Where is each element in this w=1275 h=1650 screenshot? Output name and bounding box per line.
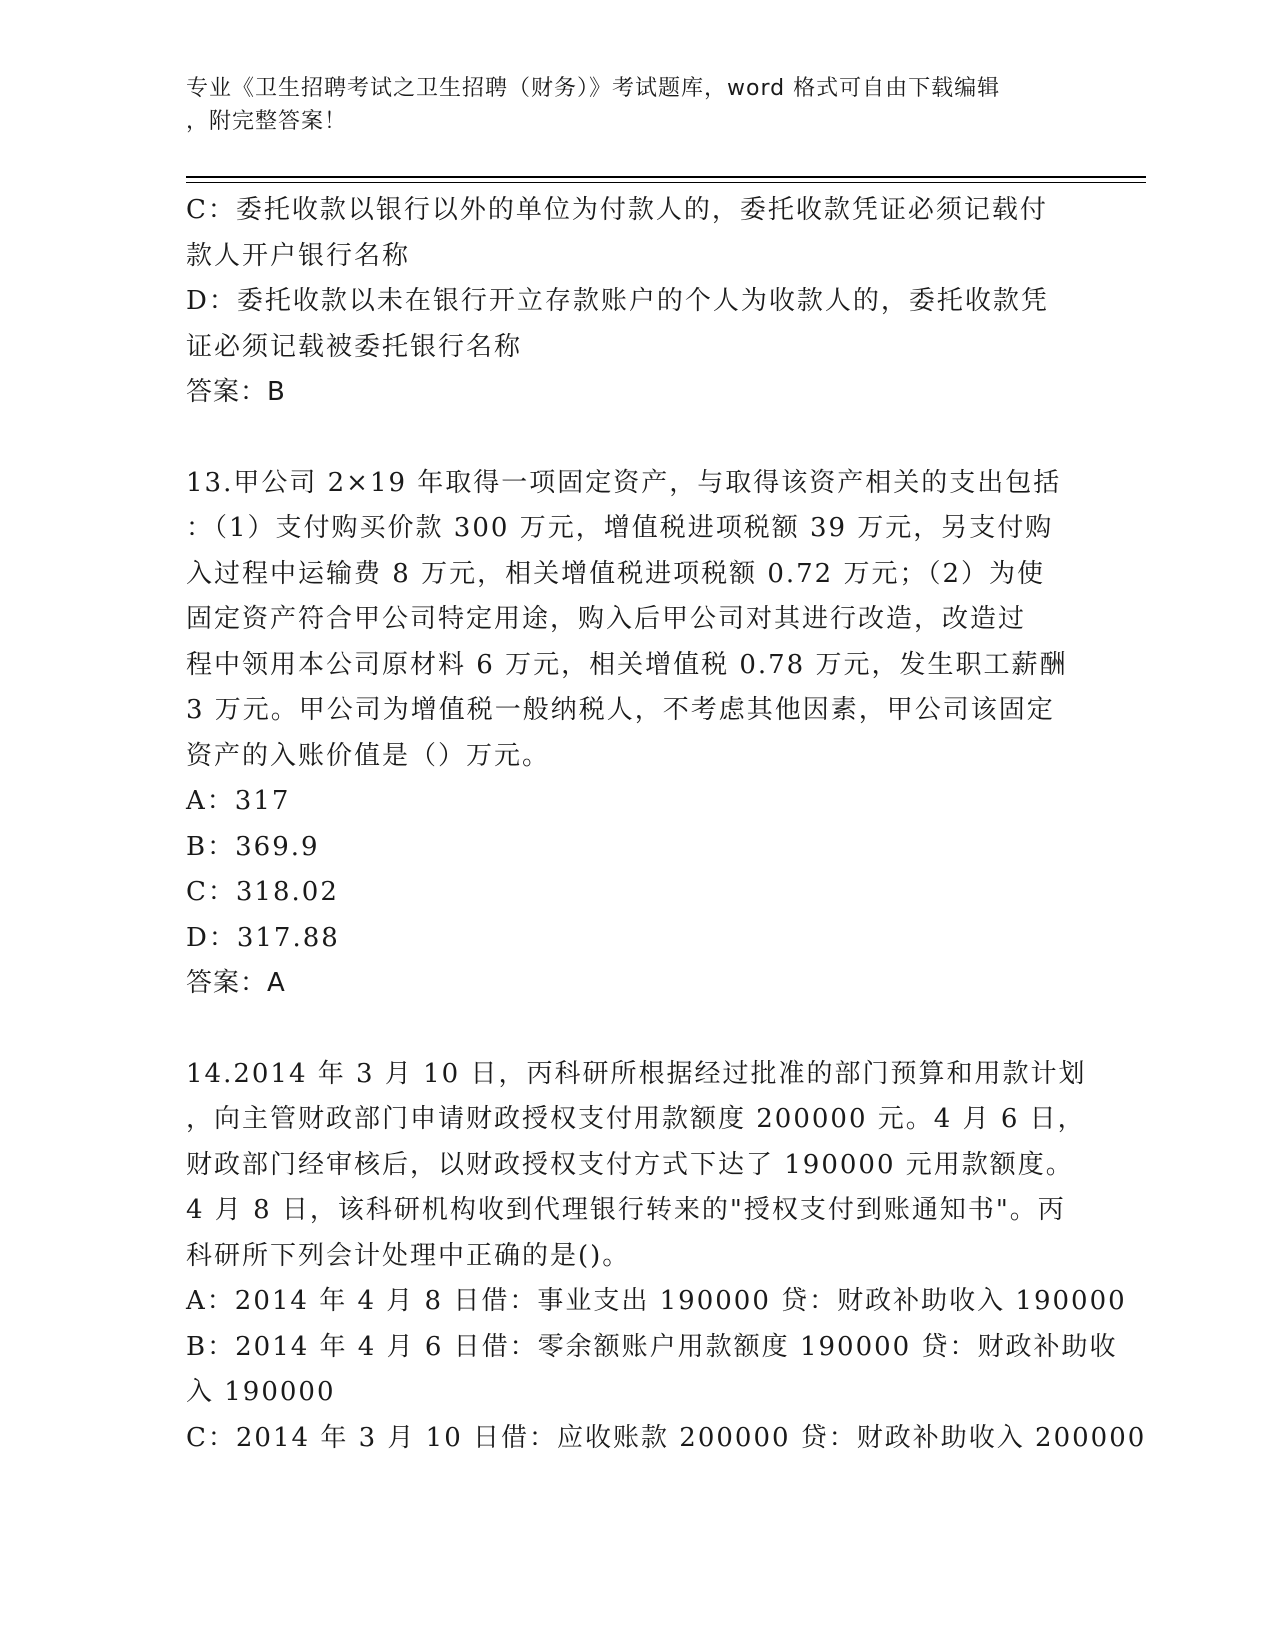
question-stem-line: 4 月 8 日，该科研机构收到代理银行转来的"授权支付到账通知书"。丙 xyxy=(186,1195,1066,1225)
question-stem-line: 程中领用本公司原材料 6 万元，相关增值税 0.78 万元，发生职工薪酬 xyxy=(186,649,1068,680)
option-b-continued: 入 190000 xyxy=(186,1377,336,1407)
option-d: D：317.88 xyxy=(186,922,340,953)
page-header xyxy=(186,72,1066,138)
option-c: C：318.02 xyxy=(186,877,339,907)
spacer xyxy=(186,1007,1086,1052)
header-line-2: ，附完整答案！ xyxy=(186,109,348,134)
option-line: D：委托收款以未在银行开立存款账户的个人为收款人的，委托收款凭 xyxy=(186,286,1049,316)
option-b: B：2014 年 4 月 6 日借：零余额账户用款额度 190000 贷：财政补助收 xyxy=(186,1331,1118,1362)
document-body xyxy=(186,188,1147,1461)
question-stem-line: 3 万元。甲公司为增值税一般纳税人，不考虑其他因素，甲公司该固定 xyxy=(186,695,1055,725)
question-stem-line: 科研所下列会计处理中正确的是()。 xyxy=(186,1240,631,1271)
prev-question xyxy=(186,188,1086,416)
question-stem-line: 财政部门经审核后，以财政授权支付方式下达了 190000 元用款额度。 xyxy=(186,1149,1074,1180)
option-b: B：369.9 xyxy=(186,831,320,862)
option-line: 款人开户银行名称 xyxy=(186,240,411,271)
header-divider-thin xyxy=(186,182,1146,183)
spacer xyxy=(186,416,1086,461)
question-13 xyxy=(186,461,1086,1007)
answer-line: 答案：A xyxy=(186,968,286,998)
question-stem-line: ：（1）支付购买价款 300 万元，增值税进项税额 39 万元，另支付购 xyxy=(186,513,1054,543)
option-c: C：2014 年 3 月 10 日借：应收账款 200000 贷：财政补助收入 200000 xyxy=(186,1422,1147,1453)
option-line: 证必须记载被委托银行名称 xyxy=(186,331,523,362)
header-line-1: 专业《卫生招聘考试之卫生招聘（财务）》考试题库，word 格式可自由下载编辑 xyxy=(186,76,1001,101)
question-stem-line: 固定资产符合甲公司特定用途，购入后甲公司对其进行改造，改造过 xyxy=(186,604,1027,634)
question-stem-line: 入过程中运输费 8 万元，相关增值税进项税额 0.72 万元；（2）为使 xyxy=(186,558,1046,589)
question-stem-line: 14.2014 年 3 月 10 日，丙科研所根据经过批准的部门预算和用款计划 xyxy=(186,1058,1087,1089)
option-line: C：委托收款以银行以外的单位为付款人的，委托收款凭证必须记载付 xyxy=(186,195,1048,225)
option-a: A：317 xyxy=(186,786,291,816)
question-stem-line: ，向主管财政部门申请财政授权支付用款额度 200000 元。4 月 6 日， xyxy=(186,1104,1086,1134)
question-stem-line: 13.甲公司 2×19 年取得一项固定资产，与取得该资产相关的支出包括 xyxy=(186,467,1062,498)
answer-line: 答案：B xyxy=(186,377,286,407)
question-stem-line: 资产的入账价值是（）万元。 xyxy=(186,740,551,771)
option-a: A：2014 年 4 月 8 日借：事业支出 190000 贷：财政补助收入 190000 xyxy=(186,1286,1127,1316)
header-divider-thick xyxy=(186,176,1146,178)
question-14 xyxy=(186,1052,1147,1462)
